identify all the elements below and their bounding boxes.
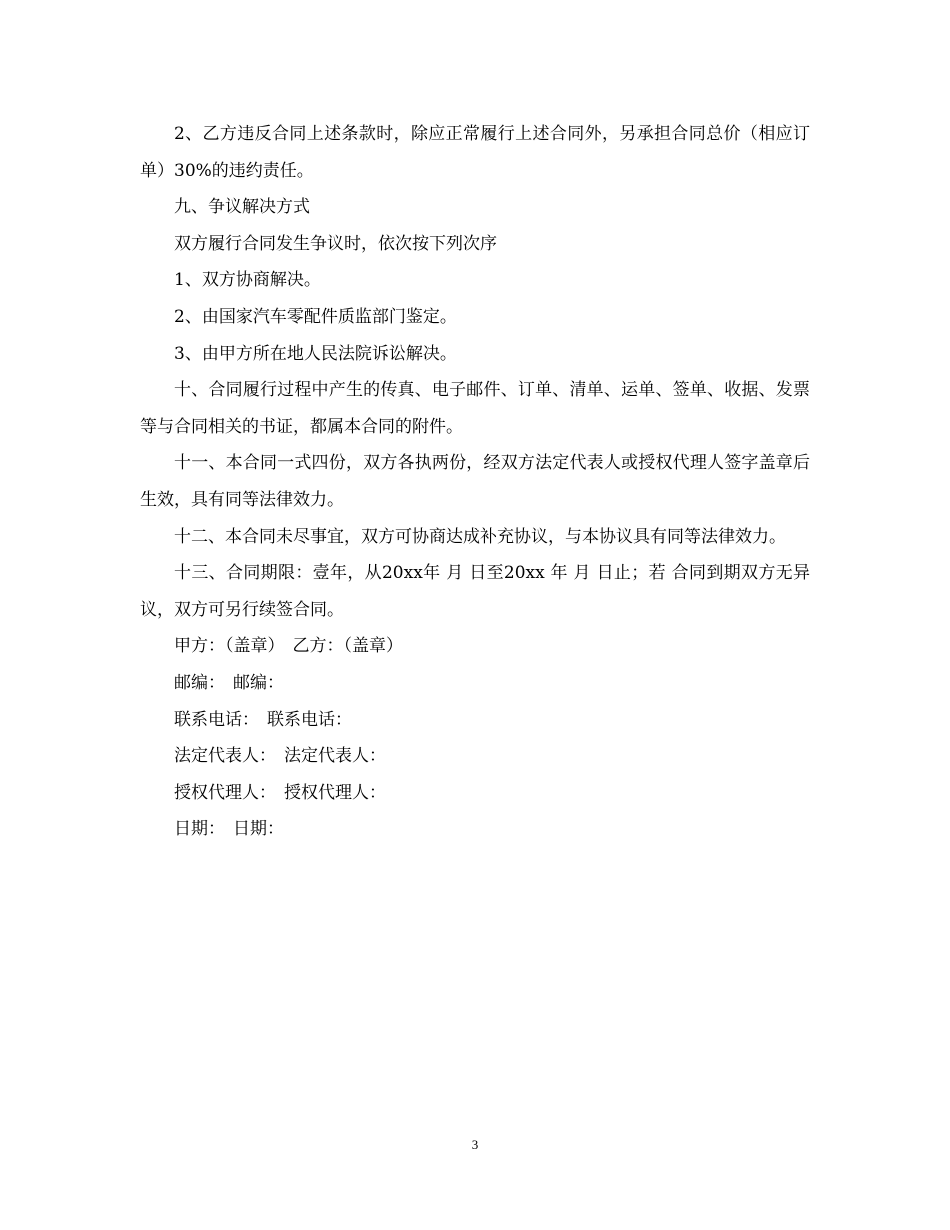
party-b-seal-label: 乙方：（盖章） <box>292 636 403 657</box>
section-9-item-1: 1、双方协商解决。 <box>174 270 321 291</box>
signature-line-legal-rep <box>140 738 810 775</box>
party-a-date-label: 日期： <box>174 819 225 840</box>
party-b-agent-label: 授权代理人： <box>284 782 386 803</box>
party-a-legal-rep-label: 法定代表人： <box>174 746 276 767</box>
section-9-item-3: 3、由甲方所在地人民法院诉讼解决。 <box>174 343 457 364</box>
section-11: 十一、本合同一式四份，双方各执两份，经双方法定代表人或授权代理人签字盖章后生效，具有同等法律效力。 <box>140 453 810 510</box>
document-body <box>140 116 810 848</box>
section-9-item-2: 2、由国家汽车零配件质监部门鉴定。 <box>174 306 457 327</box>
signature-line-agent <box>140 775 810 812</box>
page-number: 3 <box>471 1137 479 1152</box>
section-9-intro: 双方履行合同发生争议时，依次按下列次序 <box>174 233 497 254</box>
party-a-agent-label: 授权代理人： <box>174 782 276 803</box>
signature-line-seal <box>140 628 810 665</box>
section-12: 十二、本合同未尽事宜，双方可协商达成补充协议，与本协议具有同等法律效力。 <box>174 526 786 547</box>
party-a-seal-label: 甲方：（盖章） <box>174 636 285 657</box>
section-9-heading: 九、争议解决方式 <box>174 197 310 218</box>
signature-line-phone <box>140 702 810 739</box>
signature-line-postcode <box>140 665 810 702</box>
party-a-postcode-label: 邮编： <box>174 672 225 693</box>
party-a-phone-label: 联系电话： <box>174 709 259 730</box>
signature-line-date <box>140 811 810 848</box>
party-b-legal-rep-label: 法定代表人： <box>284 746 386 767</box>
clause-8-item-2: 2、乙方违反合同上述条款时，除应正常履行上述合同外，另承担合同总价（相应订单）30%的违约责任。 <box>140 124 810 181</box>
section-13: 十三、合同期限：壹年，从20xx年 月 日至20xx 年 月 日止；若 合同到期双方无异议，双方可另行续签合同。 <box>140 563 810 620</box>
party-b-postcode-label: 邮编： <box>233 672 284 693</box>
section-10: 十、合同履行过程中产生的传真、电子邮件、订单、清单、运单、签单、收据、发票等与合同相关的书证，都属本合同的附件。 <box>140 380 810 437</box>
party-b-phone-label: 联系电话： <box>267 709 352 730</box>
party-b-date-label: 日期： <box>233 819 284 840</box>
